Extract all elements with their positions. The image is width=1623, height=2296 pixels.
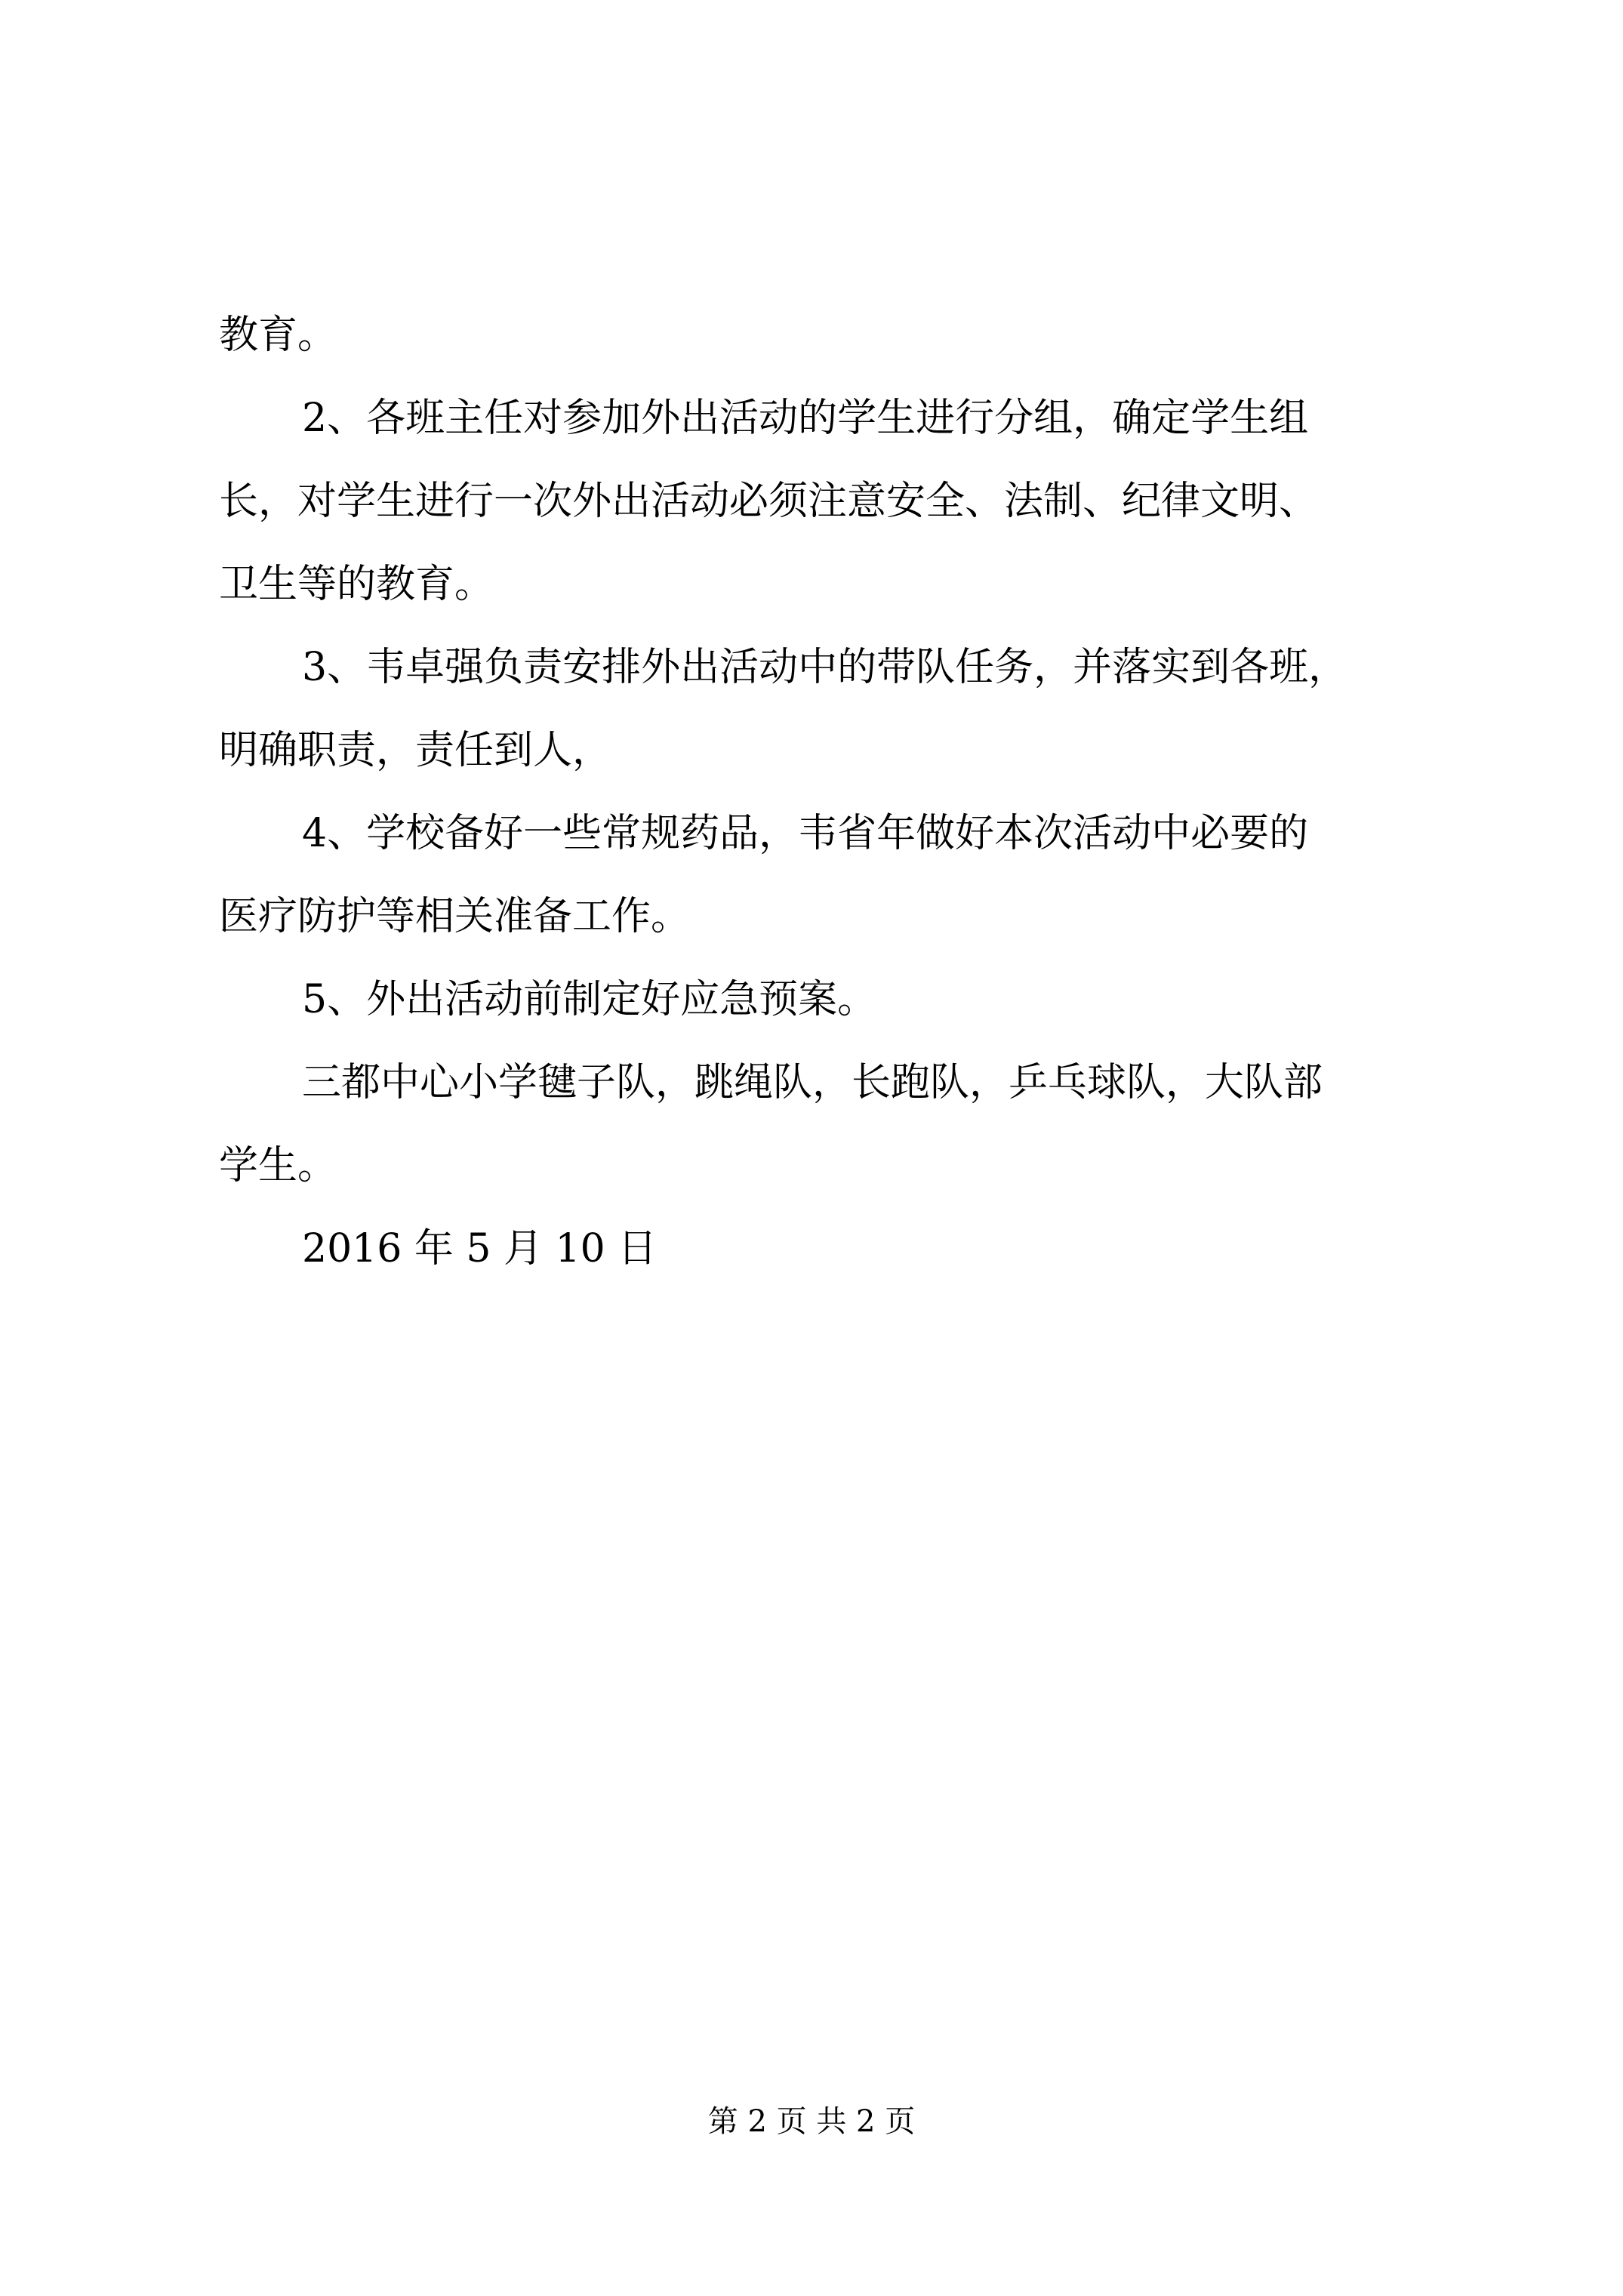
date-line: 2016 年 5 月 10 日 (302, 1226, 658, 1271)
paragraph-5-line-1: 5、外出活动前制定好应急预案。 (302, 977, 877, 1022)
paragraph-3-line-1: 3、韦卓强负责安排外出活动中的带队任务，并落实到各班， (302, 645, 1348, 690)
paragraph-3-line-2: 明确职责，责任到人， (219, 728, 612, 773)
participants-line-2: 学生。 (219, 1143, 337, 1188)
participants-line-1: 三都中心小学毽子队，跳绳队，长跑队，乒乓球队，大队部 (302, 1060, 1323, 1105)
paragraph-2-line-1: 2、各班主任对参加外出活动的学生进行分组，确定学生组 (302, 396, 1309, 441)
paragraph-4-line-2: 医疗防护等相关准备工作。 (219, 894, 691, 939)
paragraph-4-line-1: 4、学校备好一些常规药品，韦省年做好本次活动中必要的 (302, 811, 1309, 856)
page-footer: 第 2 页 共 2 页 (707, 2104, 916, 2139)
paragraph-2-line-2: 长，对学生进行一次外出活动必须注意安全、法制、纪律文明、 (219, 479, 1319, 524)
paragraph-2-line-3: 卫生等的教育。 (219, 562, 494, 607)
text-line: 教育。 (219, 313, 337, 358)
